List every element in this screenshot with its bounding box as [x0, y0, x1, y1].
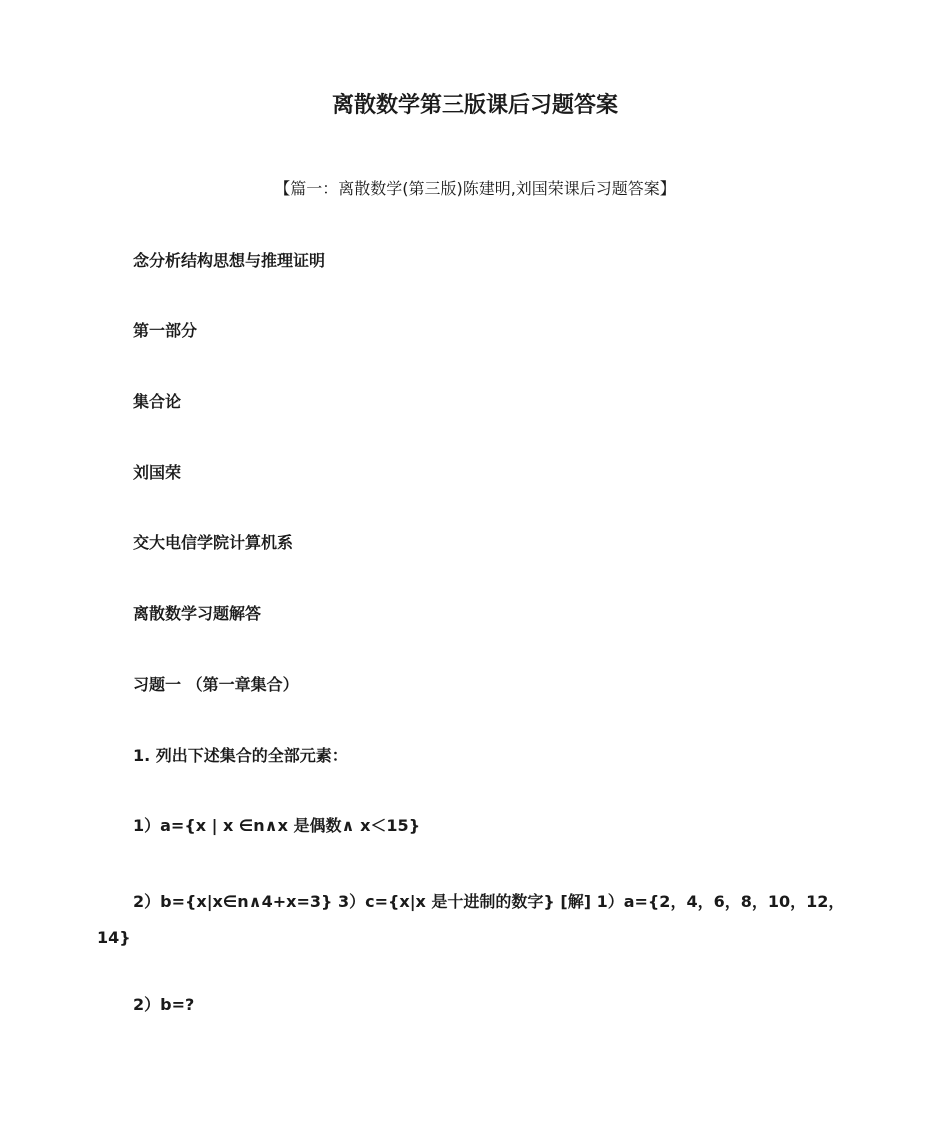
paragraph-item-a: 1）a={x | x ∈n∧x 是偶数∧ x＜15}: [133, 816, 421, 835]
document-subtitle: 【篇一：离散数学(第三版)陈建明,刘国荣课后习题答案】: [274, 179, 676, 198]
paragraph-concept-analysis: 念分析结构思想与推理证明: [133, 251, 326, 270]
paragraph-question-one: 1. 列出下述集合的全部元素：: [133, 746, 348, 765]
paragraph-part-one: 第一部分: [133, 321, 198, 340]
paragraph-affiliation: 交大电信学院计算机系: [133, 533, 294, 552]
paragraph-items-bc-line-2: 14}: [97, 928, 131, 947]
paragraph-exercise-one: 习题一 （第一章集合）: [133, 675, 299, 694]
paragraph-items-bc-line-1: 2）b={x|x∈n∧4+x=3} 3）c={x|x 是十进制的数字} [解] 1）a={2，4，6，8，10，12，: [133, 892, 845, 911]
paragraph-set-theory: 集合论: [133, 392, 182, 411]
paragraph-author: 刘国荣: [133, 463, 182, 482]
paragraph-solutions-heading: 离散数学习题解答: [133, 604, 262, 623]
paragraph-solution-b: 2）b=?: [133, 995, 195, 1014]
document-title: 离散数学第三版课后习题答案: [331, 93, 618, 118]
paragraph-items-bc-solution: [97, 884, 877, 956]
